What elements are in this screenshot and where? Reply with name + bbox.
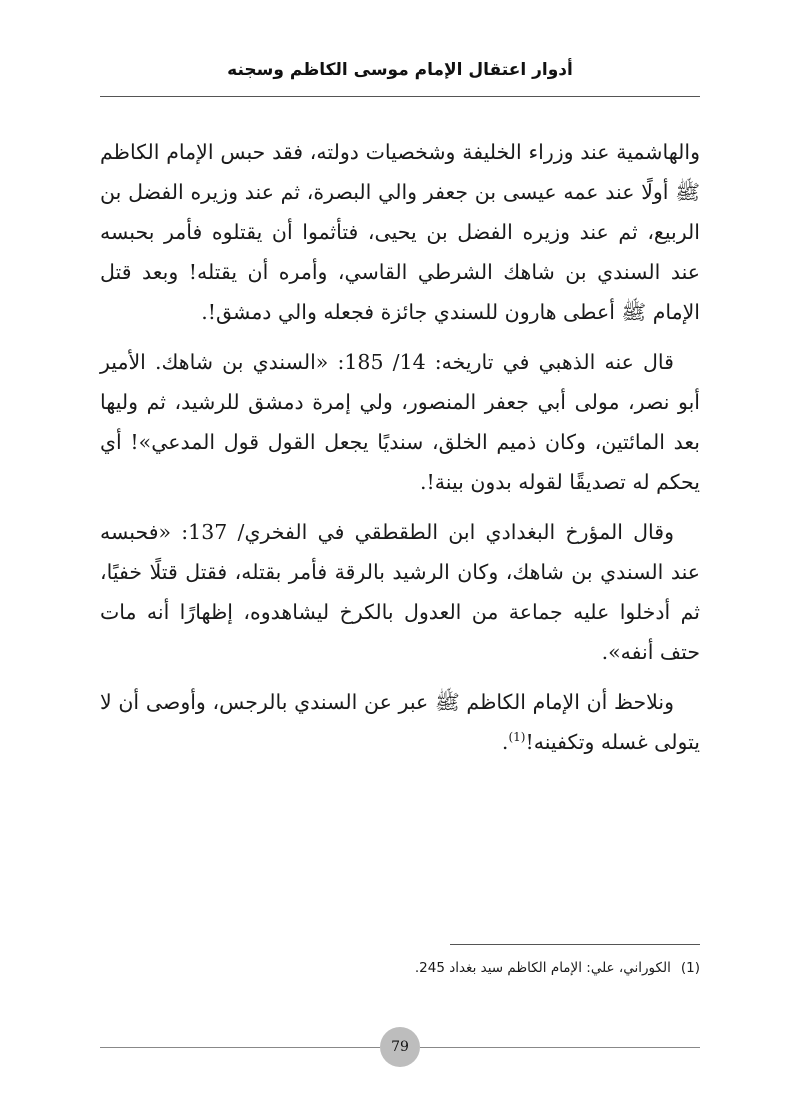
- paragraph-2: قال عنه الذهبي في تاريخه: 14/ 185: «السندي بن شاهك. الأمير أبو نصر، مولى أبي جعفر المنصور، ولي إمرة دمشق للرشيد، ثم وليها بعد المائتين، وكان ذميم الخلق، سنديًا يجعل القول قول المدعي»! أي يحكم له تصديقًا لقوله بدون بينة!.: [100, 350, 700, 494]
- running-header: أدوار اعتقال الإمام موسى الكاظم وسجنه: [227, 60, 573, 80]
- header-divider: [100, 96, 700, 97]
- page-number-badge: 79: [380, 1027, 420, 1067]
- paragraph-4: ونلاحظ أن الإمام الكاظم ﷺ عبر عن السندي بالرجس، وأوصى أن لا يتولى غسله وتكفينه!$^{(1)}$.: [100, 690, 700, 754]
- paragraph-3: وقال المؤرخ البغدادي ابن الطقطقي في الفخري/ 137: «فحبسه عند السندي بن شاهك، وكان الرشيد بالرقة فأمر بقتله، فقتل قتلًا خفيًا، ثم أدخلوا عليه جماعة من العدول بالكرخ ليشاهدوه، إظهارًا أنه مات حتف أنفه».: [100, 520, 700, 664]
- footnote-text: الكوراني، علي: الإمام الكاظم سيد بغداد 245.: [414, 960, 671, 976]
- footnote-number: (1): [680, 960, 700, 976]
- paragraph-4-text: ونلاحظ أن الإمام الكاظم ﷺ عبر عن السندي بالرجس، وأوصى أن لا يتولى غسله وتكفينه!: [100, 690, 700, 754]
- footnote-divider: [450, 944, 700, 945]
- body-text: [100, 132, 700, 772]
- footer-rule-right: [420, 1047, 700, 1048]
- footnote: [100, 958, 700, 978]
- footer-rule-left: [100, 1047, 380, 1048]
- footnote-reference[interactable]: (1): [508, 730, 526, 745]
- paragraph-1: والهاشمية عند وزراء الخليفة وشخصيات دولته، فقد حبس الإمام الكاظم ﷺ أولًا عند عمه عيسى بن جعفر والي البصرة، ثم عند وزيره الفضل بن الربيع، ثم عند وزيره الفضل بن يحيى، فتأثموا أن يقتلوه فأمر بحبسه عند السندي بن شاهك الشرطي القاسي، وأمره أن يقتله! وبعد قتل الإمام ﷺ أعطى هارون للسندي جائزة فجعله والي دمشق!.: [100, 140, 700, 324]
